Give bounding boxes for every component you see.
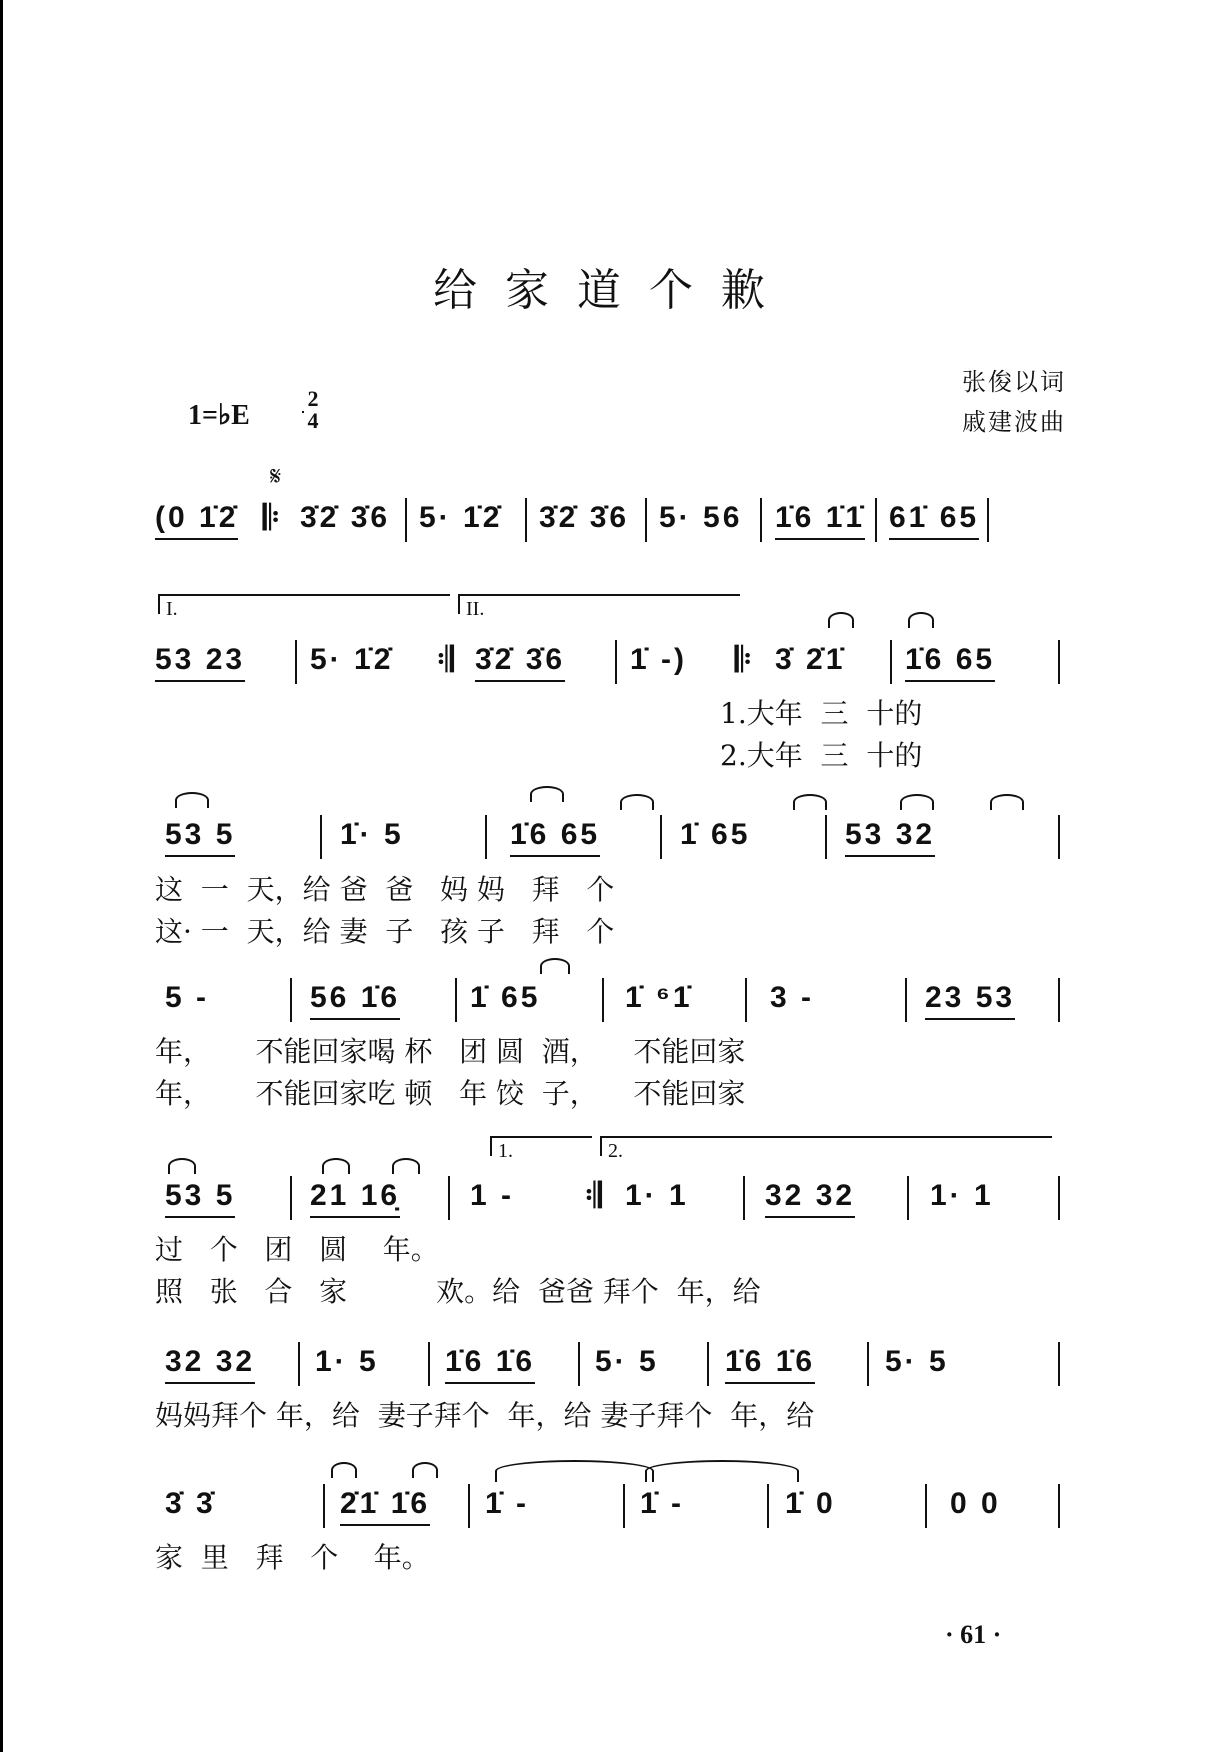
lyrics-verse-2: 照 张 合 家 欢。给 爸爸 拜个 年，给 <box>155 1275 761 1308</box>
segno-icon: 𝄋 <box>270 462 282 492</box>
score-line-6 <box>155 1342 1075 1392</box>
measure: 1̇ -) <box>630 643 687 676</box>
measure: 32 32 <box>765 1176 855 1218</box>
measure: 1· 1 <box>625 1179 689 1212</box>
measure: 3̇2̇ 3̇6 <box>300 501 391 534</box>
volta-1: I. <box>158 594 450 614</box>
lyrics-verse-1: 年， 不能回家喝 杯 团 圆 酒， 不能回家 <box>155 1035 746 1068</box>
measure: 53 5 <box>165 815 235 857</box>
score-line-1 <box>155 498 1075 548</box>
measure: 5 - <box>165 981 210 1014</box>
measure: 1̇ 65 <box>680 818 751 851</box>
measure: 1̇6 1̇1̇ <box>775 498 865 540</box>
measure: 1 - <box>470 1179 515 1212</box>
measure: 3̇ 2̇1̇ <box>775 643 846 676</box>
measure: 3̇2̇ 3̇6 <box>475 640 565 682</box>
measure: 1̇· 5 <box>340 818 404 851</box>
song-title: 给家道个歉 <box>433 265 793 317</box>
measure: 1̇6 1̇6 <box>725 1342 815 1384</box>
measure: 1̇ ⁶1̇ <box>625 981 693 1014</box>
score-line-4 <box>155 978 1075 1028</box>
score-line-5 <box>155 1176 1075 1226</box>
tie-icon <box>495 1460 654 1482</box>
lyricist-credit: 张俊以词 <box>962 368 1066 396</box>
measure: 5· 56 <box>659 501 743 534</box>
measure: 1̇6 65 <box>905 640 995 682</box>
measure: 3̇ 3̇ <box>165 1487 216 1520</box>
volta-2: II. <box>458 594 740 614</box>
measure: 1̇ 65 <box>470 981 541 1014</box>
measure: 1̇ - <box>485 1487 530 1520</box>
measure: 53 5 <box>165 1176 235 1218</box>
measure: 5· 5 <box>595 1345 659 1378</box>
measure: 2̇1̇ 1̇6 <box>340 1484 430 1526</box>
measure: 1̇6 1̇6 <box>445 1342 535 1384</box>
measure: 1̇ - <box>640 1487 685 1520</box>
slur-icon <box>530 786 564 802</box>
slur-icon <box>900 794 934 810</box>
score-line-2 <box>155 640 1075 690</box>
slur-icon <box>793 794 827 810</box>
lyrics-line-6: 妈妈拜个 年，给 妻子拜个 年，给 妻子拜个 年，给 <box>155 1399 815 1432</box>
time-signature: 2 4 <box>302 388 324 432</box>
lyrics-verse-2: 年， 不能回家吃 顿 年 饺 子， 不能回家 <box>155 1077 746 1110</box>
repeat-end-icon: 𝄇 <box>585 1177 605 1215</box>
lyrics-line-7: 家 里 拜 个 年。 <box>155 1541 430 1574</box>
measure: 5· 1̇2̇ <box>419 501 503 534</box>
measure: 5· 5 <box>885 1345 949 1378</box>
repeat-start-icon: 𝄆 <box>735 641 755 679</box>
lyrics-verse-2: 这· 一 天，给 妻 子 孩 子 拜 个 <box>155 915 615 948</box>
key-signature: 1=♭E <box>188 400 250 431</box>
volta-2: 2. <box>600 1136 1052 1156</box>
lyrics-verse-1: 这 一 天，给 爸 爸 妈 妈 拜 个 <box>155 873 615 906</box>
measure: 61̇ 65 <box>889 498 979 540</box>
page-number: · 61 · <box>945 1620 1002 1649</box>
slur-icon <box>828 612 854 628</box>
measure: 1· 5 <box>315 1345 379 1378</box>
lyrics-verse-1: 1.大年 三 十的 <box>720 697 923 730</box>
measure: 23 53 <box>925 978 1015 1020</box>
slur-icon <box>322 1158 350 1174</box>
slur-icon <box>392 1158 420 1174</box>
measure: 21 16̣ <box>310 1176 400 1218</box>
slur-icon <box>540 958 570 974</box>
lyrics-verse-2: 2.大年 三 十的 <box>720 739 923 772</box>
measure: 32 32 <box>165 1342 255 1384</box>
slur-icon <box>990 794 1024 810</box>
measure: 3 - <box>770 981 815 1014</box>
measure: 1̇ 0 <box>785 1487 836 1520</box>
measure: 0 0 <box>950 1487 1001 1520</box>
slur-icon <box>620 794 654 810</box>
repeat-end-icon: 𝄇 <box>437 641 457 679</box>
slur-icon <box>331 1462 357 1478</box>
measure: 5· 1̇2̇ <box>310 643 394 676</box>
measure: 1̇6 65 <box>510 815 600 857</box>
measure: 53 32 <box>845 815 935 857</box>
slur-icon <box>175 792 209 808</box>
lyrics-verse-1: 过 个 团 圆 年。 <box>155 1233 439 1266</box>
tie-icon <box>645 1460 799 1482</box>
composer-credit: 戚建波曲 <box>962 408 1066 436</box>
slur-icon <box>412 1462 438 1478</box>
score-line-3 <box>155 815 1075 865</box>
volta-1: 1. <box>490 1136 592 1156</box>
slur-icon <box>908 612 934 628</box>
slur-icon <box>168 1158 196 1174</box>
measure: 1· 1 <box>930 1179 994 1212</box>
measure: (0 1̇2̇ <box>155 498 238 540</box>
measure: 53 23 <box>155 640 245 682</box>
measure: 56 1̇6 <box>310 978 400 1020</box>
score-line-7 <box>155 1484 1075 1534</box>
measure: 3̇2̇ 3̇6 <box>539 501 630 534</box>
repeat-start-icon: 𝄆 <box>263 499 283 537</box>
